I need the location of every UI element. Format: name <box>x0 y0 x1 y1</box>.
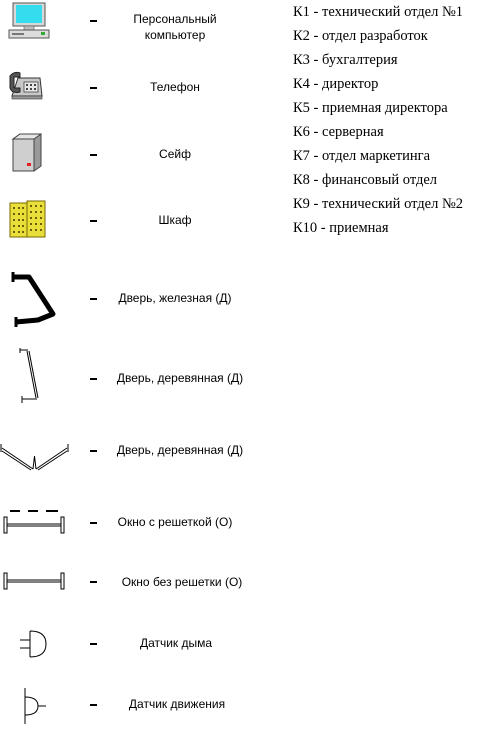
room-k6: К6 - серверная <box>293 124 384 140</box>
wooden-door-icon <box>14 346 44 406</box>
window-icon <box>2 570 68 592</box>
room-k5: К5 - приемная директора <box>293 100 448 116</box>
room-k4: К4 - директор <box>293 76 379 92</box>
room-k1: К1 - технический отдел №1 <box>293 4 464 20</box>
legend-label-cabinet: Шкаф <box>158 213 192 227</box>
telephone-icon <box>8 70 44 102</box>
legend-label-barred-window: Окно с решеткой (О) <box>117 515 233 529</box>
legend-label-computer: Персональный компьютер <box>133 12 217 42</box>
computer-icon <box>8 2 50 40</box>
room-k2: К2 - отдел разработок <box>293 28 428 44</box>
iron-door-icon <box>8 270 60 328</box>
legend-label-telephone: Телефон <box>150 80 200 94</box>
safe-icon <box>10 133 42 173</box>
legend-label-safe: Сейф <box>159 147 191 161</box>
legend-label-wooden-door: Дверь, деревянная (Д) <box>116 371 244 385</box>
cabinet-icon <box>9 200 47 238</box>
double-wooden-door-icon <box>0 440 70 472</box>
room-k3: К3 - бухгалтерия <box>293 52 398 68</box>
room-list <box>293 3 482 243</box>
room-k10: К10 - приемная <box>293 220 389 236</box>
motion-detector-icon <box>18 686 50 726</box>
legend-label-double-wooden-door: Дверь, деревянная (Д) <box>116 443 244 457</box>
barred-window-icon <box>2 505 68 535</box>
room-k9: К9 - технический отдел №2 <box>293 196 464 212</box>
legend-label-smoke-detector: Датчик дыма <box>139 636 213 650</box>
room-k8: К8 - финансовый отдел <box>293 172 438 188</box>
legend-label-window: Окно без решетки (О) <box>121 575 243 589</box>
legend-label-motion-detector: Датчик движения <box>128 697 226 711</box>
smoke-detector-icon <box>16 628 50 660</box>
legend-label-iron-door: Дверь, железная (Д) <box>118 291 232 305</box>
room-k7: К7 - отдел маркетинга <box>293 148 430 164</box>
